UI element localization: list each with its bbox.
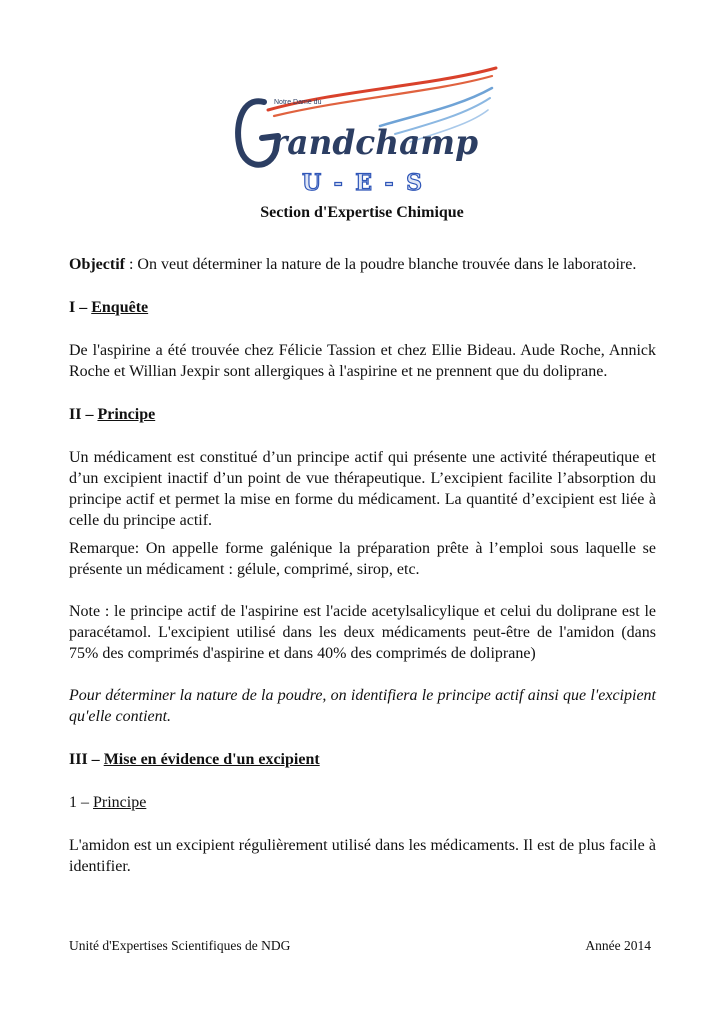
page-footer (69, 937, 651, 955)
section2-italic-text: Pour déterminer la nature de la poudre, on identifiera le principe actif ainsi que l'excipient qu'elle contient. (69, 687, 656, 725)
logo-name: randchamp (270, 123, 479, 163)
section1-heading (69, 297, 656, 318)
grandchamp-logo (230, 66, 500, 198)
document-body (69, 254, 656, 877)
section1-text: De l'aspirine a été trouvée chez Félicie Tassion et chez Ellie Bideau. Aude Roche, Annick Roche et Willian Jexpir sont allergiques à l'aspirine et ne prennent que du doliprane. (69, 342, 656, 380)
section3-heading (69, 749, 656, 770)
footer-right: Année 2014 (585, 938, 651, 953)
section3-number: III – (69, 751, 104, 768)
section2-remark: Remarque: On appelle forme galénique la préparation prête à l’emploi sous laquelle se présente un médicament : gélule, comprimé, sirop, etc. (69, 540, 656, 578)
objective-text: : On veut déterminer la nature de la poudre blanche trouvée dans le laboratoire. (124, 256, 637, 273)
section3-subheading (69, 792, 656, 813)
section2-note: Note : le principe actif de l'aspirine est l'acide acetylsalicylique et celui du doliprane est le paracétamol. L'excipient utilisé dans les deux médicaments peut-être de l'amidon (dans 75% des comprimés d'aspirine et dans 40% des comprimés de doliprane) (69, 603, 656, 662)
section3-text: L'amidon est un excipient régulièrement utilisé dans les médicaments. Il est de plus facile à identifier. (69, 837, 656, 875)
objective-label: Objectif (69, 256, 125, 273)
section3-title: Mise en évidence d'un excipient (103, 751, 320, 768)
section3-sub-title: Principe (93, 794, 147, 811)
swoosh-red-line (274, 76, 492, 116)
logo-badge: U - E - S (302, 170, 422, 196)
logo-small-text: Notre Dame du (274, 99, 322, 106)
footer-left: Unité d'Expertises Scientifiques de NDG (69, 938, 291, 953)
section3-sub-number: 1 – (69, 794, 93, 811)
section2-paragraph: Un médicament est constitué d’un principe actif qui présente une activité thérapeutique et d’un excipient inactif d’un point de vue thérapeutique. L’excipient facilite l’absorption du principe actif et permet la mise en forme du médicament. La quantité d’excipient est liée à celle du principe actif. (69, 449, 656, 529)
section1-number: I – (69, 299, 92, 316)
section2-title: Principe (97, 406, 156, 423)
section2-heading (69, 404, 656, 425)
objective-paragraph (69, 254, 656, 275)
section-title: Section d'Expertise Chimique (260, 204, 464, 221)
section2-number: II – (69, 406, 98, 423)
section1-title: Enquête (91, 299, 149, 316)
